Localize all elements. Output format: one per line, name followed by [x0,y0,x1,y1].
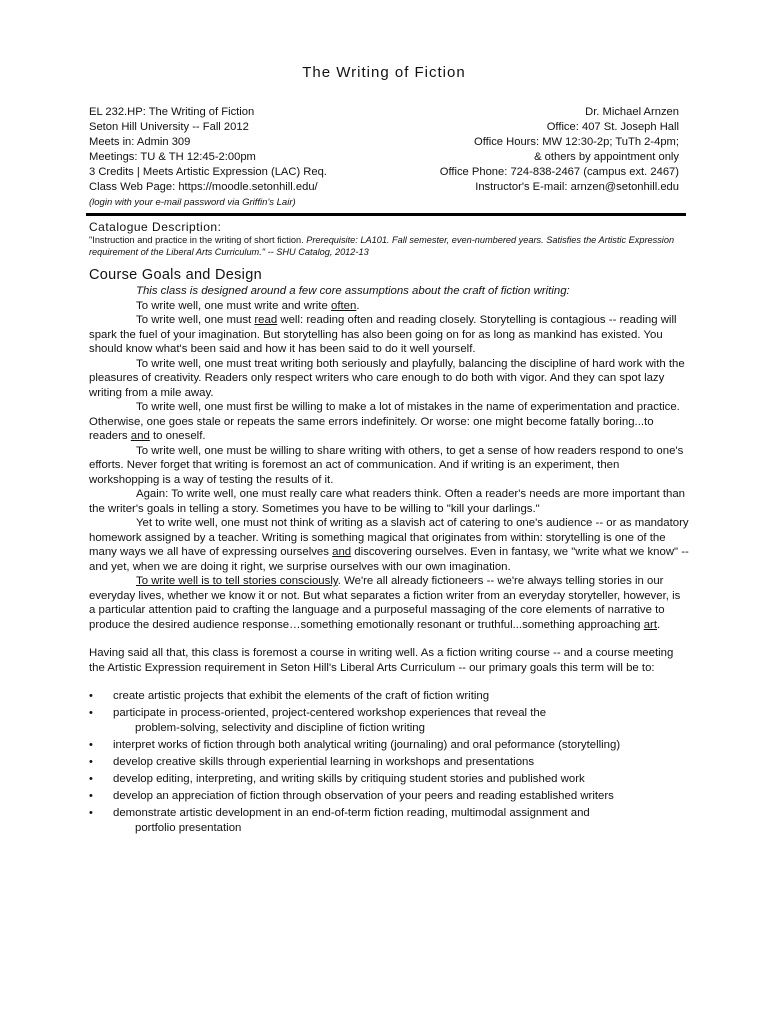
goals-list [89,689,689,835]
text-run: To write well, one must write and write [136,299,331,312]
bullet-icon: • [89,738,93,751]
course-meetings: Meetings: TU & TH 12:45-2:00pm [89,151,256,163]
goal-list-item [89,789,689,804]
text-run: to oneself. [149,430,206,442]
instructor-name: Dr. Michael Arnzen [585,106,679,118]
goal-text-continuation: problem-solving, selectivity and discipline of fiction writing [135,721,425,734]
bullet-icon: • [89,690,93,702]
office-hours-note: & others by appointment only [534,151,679,163]
goal-list-item [89,755,689,770]
bullet-icon: • [89,789,93,802]
goal-text: participate in process-oriented, project-centered workshop experiences that reveal the [113,707,547,720]
assumption-paragraph [89,574,689,632]
goal-list-item [89,706,689,735]
goals-body [89,284,689,838]
underlined-text: read [254,314,278,326]
course-info-block [89,105,327,210]
bullet-icon: • [89,807,93,820]
text-run: Yet to write well, one must not think of writing as a slavish act of catering to one's audience -- or as mandatory homework assigned by a teacher. Writing is something magical that originates from within: storytelling is one of the many ways we all have of expressing ourselves [89,517,689,558]
course-web-page[interactable]: Class Web Page: https://moodle.setonhill.edu/ [89,181,318,193]
assumption-paragraph: Again: To write well, one must really care what readers think. Often a reader's needs are more important than the writer's goals in telling a story. Sometimes you have to be willing to "kill your darlings." [89,488,685,515]
catalogue-text-italic: Prerequisite: LA101. Fall semester, even-numbered years. Satisfies the Artistic Expression requirement of the Liberal Arts Curriculum." -- SHU Catalog, 2012-13 [89,235,675,257]
goal-text-continuation: portfolio presentation [135,821,242,834]
bullet-icon: • [89,707,93,720]
paragraph-gap [89,632,689,646]
text-run: To write well, one must [136,314,255,326]
catalogue-heading: Catalogue Description: [89,220,222,234]
instructor-office: Office: 407 St. Joseph Hall [546,121,679,133]
text-run: . [356,299,360,312]
goal-list-item [89,772,689,787]
catalogue-text [89,234,689,258]
goal-text: develop an appreciation of fiction through observation of your peers and reading established writers [113,789,614,802]
bullet-icon: • [89,772,93,785]
course-room: Meets in: Admin 309 [89,136,191,148]
text-run: . We're all already fictioneers -- we're always telling stories in our everyday lives, whether we know it or not. But what separates a fiction writer from an everyday storyteller, however, is a particular attention paid to crafting the language and a purposeful massaging of the core elements of narrative to produce the desired audience response…something emotionally resonant or truthful...something approaching [89,575,681,631]
underlined-text: To write well is to tell stories consciously [136,575,338,587]
goals-intro: This class is designed around a few core assumptions about the craft of fiction writing: [136,285,570,297]
course-term: Seton Hill University -- Fall 2012 [89,121,249,133]
goal-text: develop creative skills through experiential learning in workshops and presentations [113,755,535,768]
bullet-icon: • [89,755,93,768]
text-run: . [656,618,661,631]
office-hours: Office Hours: MW 12:30-2p; TuTh 2-4pm; [474,136,679,148]
office-phone: Office Phone: 724-838-2467 (campus ext. 2467) [439,166,679,178]
text-run: To write well, one must first be willing to make a lot of mistakes in the name of experimentation and practice. Otherwise, one goes stale or repeats the same errors indefinitely. Or worse: one might become fatally boring...to readers [89,401,680,442]
underlined-text: often [330,299,357,312]
assumption-paragraph [89,313,689,357]
goal-list-item [89,806,689,835]
assumption-paragraph [89,400,689,444]
course-code: EL 232.HP: The Writing of Fiction [89,106,255,118]
goal-list-item [89,689,689,704]
header-divider [86,213,686,216]
text-run: well: reading often and reading closely. Storytelling is contagious -- reading will spark the fuel of your imagination. But storytelling has also been going on for as long as mankind has existed. You should know what's been said and how it has been said to do it well yourself. [89,314,677,355]
goal-text: create artistic projects that exhibit the elements of the craft of fiction writing [113,690,490,702]
course-credits: 3 Credits | Meets Artistic Expression (LAC) Req. [89,166,327,178]
assumption-paragraph: To write well, one must treat writing both seriously and playfully, balancing the discipline of hard work with the pleasures of creativity. Readers only respect writers who care enough to do both with vigor. And they can spot lazy writing from a mile away. [89,357,685,399]
instructor-email[interactable]: Instructor's E-mail: arnzen@setonhill.edu [475,181,679,193]
text-run: discovering ourselves. Even in fantasy, we "write what we know" -- and yet, when we are doing it right, we surprise ourselves with our own imagination. [89,546,689,573]
goals-heading: Course Goals and Design [89,267,262,283]
goal-list-item [89,738,689,753]
login-note: (login with your e-mail password via Griffin's Lair) [89,197,296,208]
paragraph-gap [89,675,689,689]
assumption-paragraph [89,299,689,314]
assumption-paragraph: To write well, one must be willing to share writing with others, to get a sense of how readers respond to one's efforts. Never forget that writing is foremost an act of communication. And if writing is an experiment, then workshopping is a way of testing the results of it. [89,444,684,486]
assumption-paragraph [89,516,689,574]
goals-summary: Having said all that, this class is foremost a course in writing well. As a fiction writing course -- and a course meeting the Artistic Expression requirement in Seton Hill's Liberal Arts Curriculum -- our primary goals this term will be to: [89,647,674,674]
catalogue-text-plain: "Instruction and practice in the writing of short fiction. [89,235,307,245]
underlined-text: and [130,430,150,442]
goal-text: interpret works of fiction through both analytical writing (journaling) and oral peformance (storytelling) [113,738,621,751]
goal-text: develop editing, interpreting, and writing skills by critiquing student stories and published work [113,772,585,785]
underlined-text: and [332,546,352,558]
instructor-info-block [440,105,679,195]
goal-text: demonstrate artistic development in an end-of-term fiction reading, multimodal assignment and [113,807,590,820]
underlined-text: art [643,618,657,631]
document-title: The Writing of Fiction [302,64,466,81]
